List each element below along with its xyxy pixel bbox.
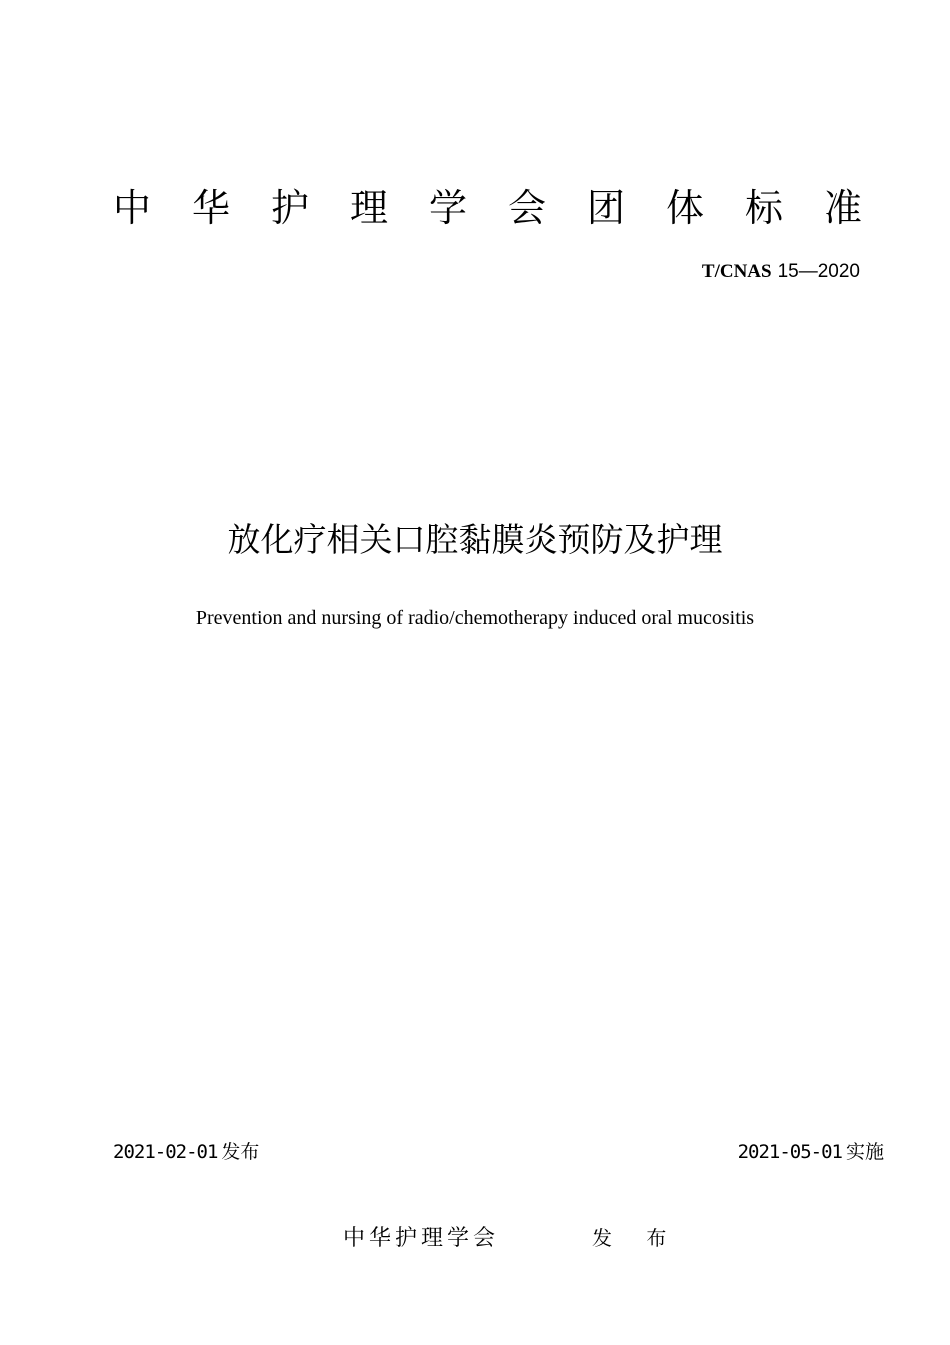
heading-char: 理: [349, 186, 388, 230]
standard-code: [702, 258, 860, 285]
effective-date: 2021-05-01: [737, 1141, 842, 1163]
standard-code-number: 15—2020: [777, 261, 860, 282]
publish-action-label: 发 布: [592, 1226, 681, 1250]
heading-char: 会: [507, 186, 546, 230]
publisher-name: 中华护理学会: [343, 1226, 500, 1251]
heading-char: 护: [270, 186, 309, 230]
effective-date-block: [738, 1138, 884, 1166]
heading-char: 中: [112, 186, 151, 230]
heading-char: 华: [191, 186, 230, 230]
heading-char: 体: [665, 186, 704, 230]
publish-date-block: [113, 1138, 259, 1166]
effective-date-label: 实施: [845, 1141, 884, 1163]
heading-char: 标: [744, 186, 783, 230]
heading-char: 团: [586, 186, 625, 230]
document-subtitle-english: Prevention and nursing of radio/chemotherapy induced oral mucositis: [195, 607, 755, 629]
document-title: 放化疗相关口腔黏膜炎预防及护理: [227, 520, 723, 559]
heading-char: 学: [428, 186, 467, 230]
publish-date: 2021-02-01: [113, 1141, 218, 1163]
publish-date-label: 发布: [221, 1141, 260, 1163]
heading-char: 准: [823, 186, 862, 230]
standard-type-heading: [0, 183, 950, 233]
standard-code-prefix: T/CNAS: [701, 261, 772, 282]
